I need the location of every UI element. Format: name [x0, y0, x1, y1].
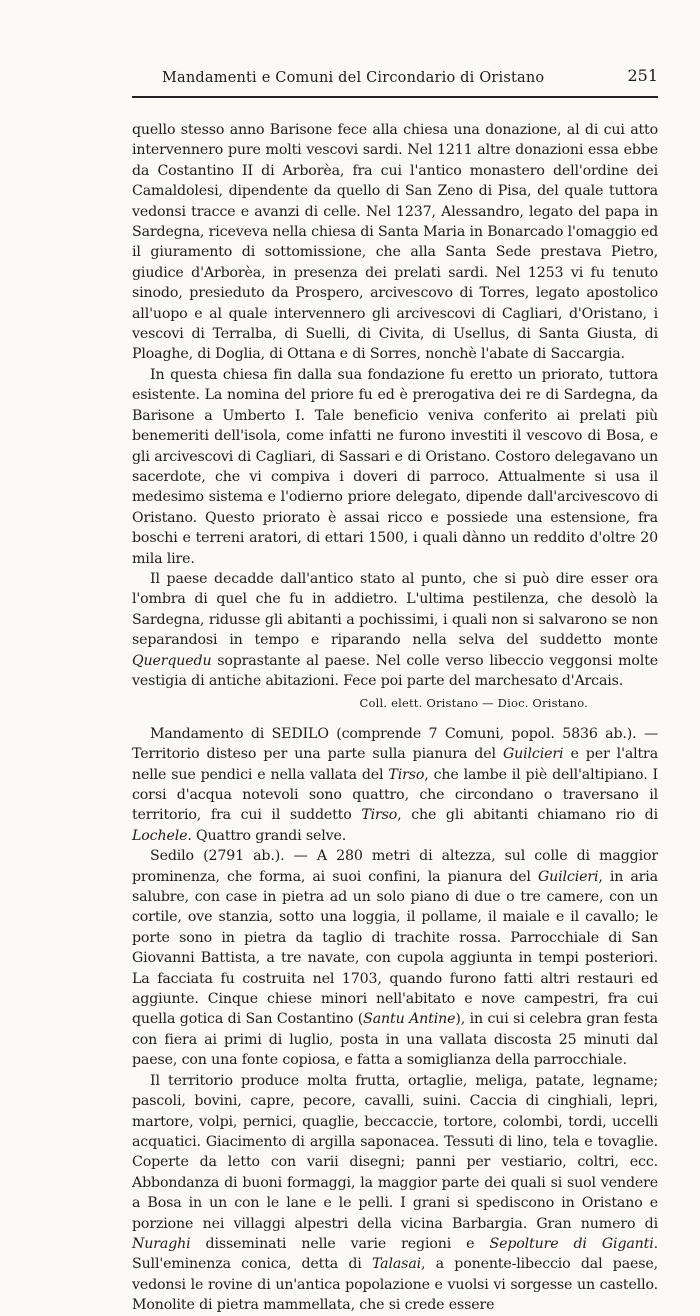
- paragraph-decadence: Il paese decadde dall'antico stato al punto, che si può dire esser ora l'ombra di quel che fu in addietro. L'ultima pestilenza, che desolò la Sardegna, ridusse gli abitanti a pochissimi, i quali non si salvarono se non separandosi in tempo e riparando nella selva del suddetto monte Querquedu soprastante al paese. Nel colle verso libeccio veggonsi molte vestigia di antiche abitazioni. Fece poi parte del marchesato d'Arcais.: [132, 570, 658, 689]
- paragraph-priorato: In questa chiesa fin dalla sua fondazione fu eretto un priorato, tuttora esistente. La nomina del priore fu ed è prerogativa dei re di Sardegna, da Barisone a Umberto I. Tale beneficio veniva conferito ai prelati più benemeriti dell'isola, come infatti ne furono investiti il vescovo di Bosa, e gli arcivescovi di Cagliari, di Sassari e di Oristano. Costoro delegavano un sacerdote, che vi compiva i doveri di parroco. Attualmente si usa il medesimo sistema e l'odierno priore delegato, dipende dall'arcivescovo di Oristano. Questo priorato è assai ricco e possiede una estensione, fra boschi e terreni aratori, di ettari 1500, i quali dànno un reddito d'oltre 20 mila lire.: [132, 366, 658, 567]
- paragraph-mandamento-sedilo: Mandamento di SEDILO (comprende 7 Comuni, popol. 5836 ab.). — Territorio disteso per una parte sulla pianura del Guilcieri e per l'altra nelle sue pendici e nella vallata del Tirso, che lambe il piè dell'altipiano. I corsi d'acqua notevoli sono quattro, che circondano o traversano il territorio, fra cui il suddetto Tirso, che gli abitanti chiamano rio di Lochele. Quattro grandi selve.: [132, 725, 659, 844]
- header-title: Mandamenti e Comuni del Circondario di Oristano: [162, 70, 545, 86]
- source-note: Coll. elett. Oristano — Dioc. Oristano.: [359, 696, 588, 711]
- running-header: [132, 66, 658, 88]
- paragraph-territorio: Il territorio produce molta frutta, ortaglie, meliga, patate, legname; pascoli, bovini, capre, pecore, cavalli, suini. Caccia di cinghiali, lepri, martore, volpi, pernici, quaglie, beccaccie, tortore, colombi, tordi, uccelli acquatici. Giacimento di argilla saponacea. Tessuti di lino, tela e tovaglie. Coperte da letto con varii disegni; panni per vestiario, coltri, ecc. Abbondanza di buoni formaggi, la maggior parte dei quali si suol vendere a Bosa in un con le lane e le pelli. I grani si spediscono in Oristano e porzione nei villaggi alpestri della vicina Barbargia. Gran numero di Nuraghi disseminati nelle varie regioni e Sepolture di Giganti. Sull'eminenza conica, detta di Talasai, a ponente-libeccio dal paese, vedonsi le rovine di un'antica popolazione e vuolsi vi sorgesse un castello. Monolite di pietra mammellata, che si crede essere: [132, 1072, 658, 1314]
- page-number: 251: [627, 66, 658, 85]
- paragraph-bonarcado-donations: quello stesso anno Barisone fece alla chiesa una donazione, al di cui atto intervennero pure molti vescovi sardi. Nel 1211 altre donazioni essa ebbe da Costantino II di Arborèa, fra cui l'antico monastero dell'ordine dei Camaldolesi, dipendente da quello di San Zeno di Pisa, del quale tuttora vedonsi tracce e avanzi di celle. Nel 1237, Alessandro, legato del papa in Sardegna, riceveva nella chiesa di Santa Maria in Bonarcado l'omaggio ed il giuramento di sottomissione, che alla Santa Sede prestava Pietro, giudice d'Arborèa, in presenza dei prelati sardi. Nel 1253 vi fu tenuto sinodo, presieduto da Prospero, arcivescovo di Torres, legato apostolico all'uopo e al quale intervennero gli arcivescovi di Cagliari, d'Oristano, i vescovi di Terralba, di Suelli, di Civita, di Usellus, di Santa Giusta, di Ploaghe, di Doglia, di Ottana e di Sorres, nonchè l'abate di Saccargia.: [132, 122, 658, 363]
- page-body: [132, 120, 658, 1316]
- paragraph-sedilo: Sedilo (2791 ab.). — A 280 metri di altezza, sul colle di maggior prominenza, che forma, ai suoi confini, la pianura del Guilcieri, in aria salubre, con case in pietra ad un solo piano di due o tre camere, con un cortile, ove stanzia, sotto una loggia, il pollame, il maiale e il cavallo; le porte sono in pietra da taglio di trachite rossa. Parrocchiale di San Giovanni Battista, a tre navate, con cupola aggiunta in tempi posteriori. La facciata fu costruita nel 1703, quando furono fatti altri restauri ed aggiunte. Cinque chiese minori nell'abitato e nove campestri, fra cui quella gotica di San Costantino (Santu Antine), in cui si celebra gran festa con fiera ai primi di luglio, posta in una vallata discosta 25 minuti dal paese, con una fonte copiosa, e fatta a somiglianza della parrocchiale.: [132, 848, 658, 1069]
- header-rule: [132, 96, 658, 98]
